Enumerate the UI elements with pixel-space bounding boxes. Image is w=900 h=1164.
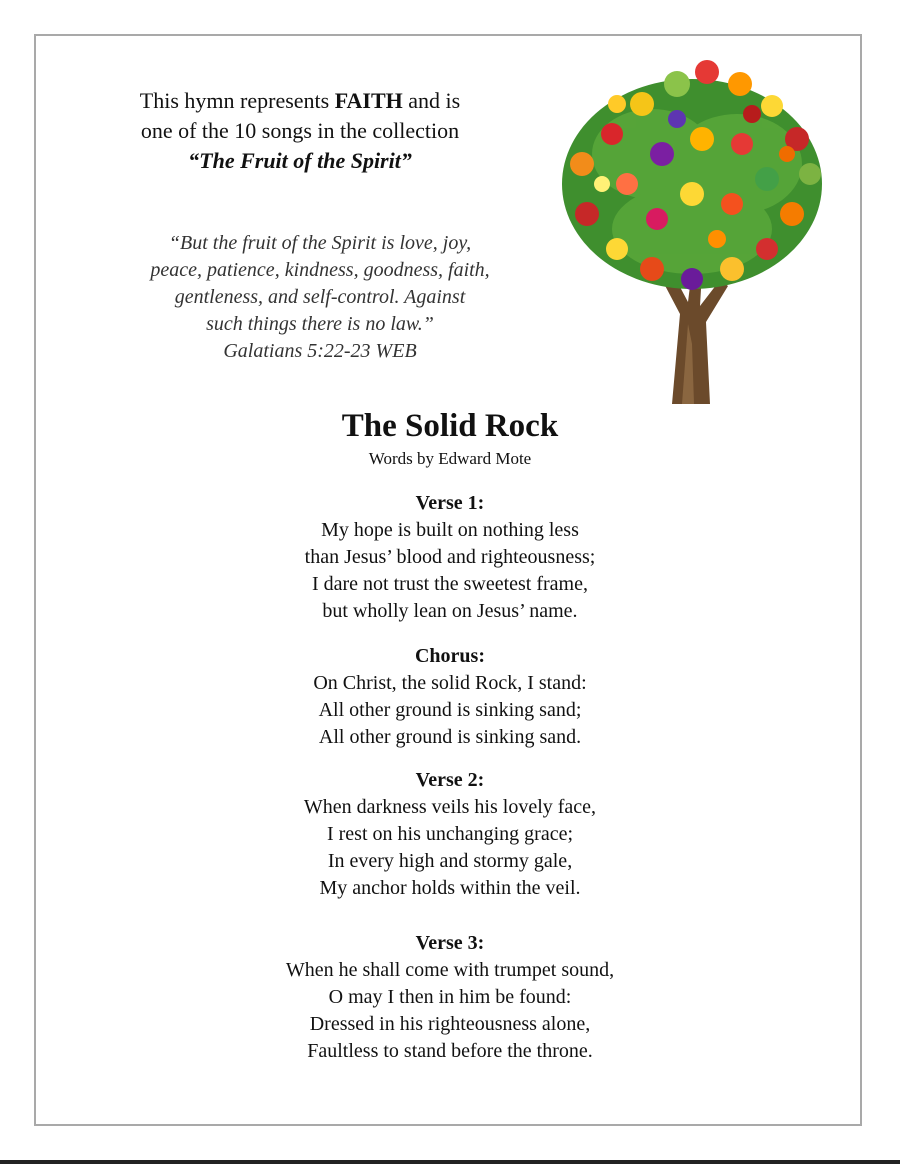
lyric-line: O may I then in him be found:	[328, 986, 572, 1008]
lyric-line: In every high and stormy gale,	[327, 850, 573, 872]
lyric-line: When he shall come with trumpet sound,	[285, 959, 615, 981]
lyric-line: than Jesus’ blood and righteousness;	[304, 546, 596, 568]
collection-title: “The Fruit of the Spirit”	[188, 148, 412, 173]
lyric-line: All other ground is sinking sand;	[318, 699, 582, 721]
stanza-chorus	[0, 643, 900, 751]
scripture-quote	[100, 230, 540, 365]
intro-line-1: This hymn represents FAITH and is	[139, 88, 461, 113]
fruit-tree-icon	[542, 44, 832, 404]
intro-text	[100, 86, 500, 176]
song-title: The Solid Rock	[341, 408, 559, 444]
scripture-line: gentleness, and self-control. Against	[174, 286, 466, 308]
intro-line-2: one of the 10 songs in the collection	[140, 118, 460, 143]
lyric-line: but wholly lean on Jesus’ name.	[322, 600, 578, 622]
stanza-heading: Verse 2:	[415, 769, 485, 791]
stanza-verse-1	[0, 490, 900, 625]
lyric-line: My hope is built on nothing less	[321, 519, 579, 541]
stanza-heading: Verse 3:	[415, 932, 485, 954]
lyric-line: On Christ, the solid Rock, I stand:	[313, 672, 587, 694]
lyric-line: Dressed in his righteousness alone,	[309, 1013, 591, 1035]
scripture-line: peace, patience, kindness, goodness, faith,	[150, 259, 490, 281]
bottom-rule	[0, 1160, 900, 1164]
scripture-line: such things there is no law.”	[206, 313, 434, 335]
scripture-line: “But the fruit of the Spirit is love, joy,	[168, 232, 472, 254]
stanza-verse-2	[0, 767, 900, 902]
stanza-heading: Verse 1:	[415, 492, 485, 514]
lyric-line: I dare not trust the sweetest frame,	[311, 573, 588, 595]
scripture-reference: Galatians 5:22-23 WEB	[223, 340, 417, 362]
lyric-line: When darkness veils his lovely face,	[303, 796, 597, 818]
lyric-line: My anchor holds within the veil.	[319, 877, 581, 899]
lyric-line: I rest on his unchanging grace;	[326, 823, 574, 845]
stanza-verse-3	[0, 930, 900, 1065]
lyric-line: All other ground is sinking sand.	[318, 726, 582, 748]
stanza-heading: Chorus:	[414, 645, 485, 667]
song-byline: Words by Edward Mote	[368, 449, 532, 468]
lyric-line: Faultless to stand before the throne.	[307, 1040, 593, 1062]
